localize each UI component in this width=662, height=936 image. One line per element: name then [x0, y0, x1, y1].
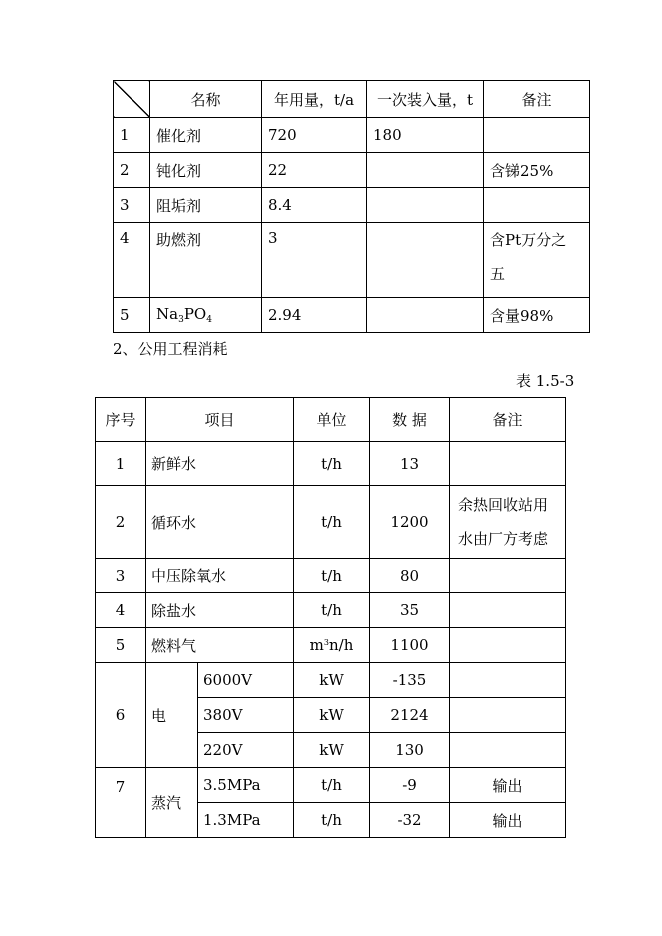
formula-po: PO	[183, 305, 207, 323]
table-row	[96, 593, 566, 628]
diagonal-header-cell	[114, 81, 150, 118]
row-name: 阻垢剂	[150, 188, 262, 223]
row-remark	[450, 442, 566, 486]
row-number: 3	[114, 188, 150, 223]
row-value: 1100	[370, 628, 450, 663]
row-item: 循环水	[146, 486, 294, 559]
table-row	[96, 663, 566, 698]
row-unit: t/h	[294, 803, 370, 838]
section-heading: 2、公用工程消耗	[113, 340, 228, 358]
row-value: 13	[370, 442, 450, 486]
table-row	[114, 153, 590, 188]
unit-tail: n/h	[328, 636, 354, 654]
row-load: 180	[367, 118, 484, 153]
row-value: 2124	[370, 698, 450, 733]
table-label: 表 1.5-3	[516, 372, 575, 390]
row-subitem: 220V	[198, 733, 294, 768]
table-row	[114, 118, 590, 153]
row-value: 80	[370, 559, 450, 593]
row-unit: t/h	[294, 442, 370, 486]
row-number: 1	[114, 118, 150, 153]
row-load	[367, 188, 484, 223]
formula-sub-3: 3	[178, 315, 184, 325]
header-initial-load: 一次装入量，t	[367, 81, 484, 118]
row-value: -9	[370, 768, 450, 803]
row-remark: 含锑25%	[484, 153, 590, 188]
row-value: 1200	[370, 486, 450, 559]
row-unit: t/h	[294, 486, 370, 559]
row-name: 助燃剂	[150, 223, 262, 298]
row-number: 7	[96, 768, 146, 838]
row-unit: t/h	[294, 593, 370, 628]
row-remark: 输出	[450, 768, 566, 803]
row-unit	[294, 628, 370, 663]
remark-line-2: 水由厂方考虑	[458, 530, 549, 548]
remark-line-1: 余热回收站用	[458, 496, 549, 514]
row-remark	[450, 733, 566, 768]
table-row	[96, 768, 566, 803]
row-remark	[450, 486, 566, 559]
row-unit: t/h	[294, 559, 370, 593]
remark-line-2: 五	[490, 265, 506, 283]
row-number: 1	[96, 442, 146, 486]
header-name: 名称	[150, 81, 262, 118]
table-row	[96, 486, 566, 559]
header-unit: 单位	[294, 398, 370, 442]
formula-na: Na	[156, 305, 179, 323]
row-unit: kW	[294, 663, 370, 698]
row-value: 130	[370, 733, 450, 768]
header-remark: 备注	[484, 81, 590, 118]
header-annual-usage: 年用量，t/a	[262, 81, 367, 118]
row-remark	[484, 223, 590, 298]
row-item: 燃料气	[146, 628, 294, 663]
row-number: 4	[114, 223, 150, 298]
remark-line-1: 含Pt万分之	[490, 231, 567, 249]
row-subitem: 380V	[198, 698, 294, 733]
row-remark	[450, 559, 566, 593]
row-number: 2	[96, 486, 146, 559]
row-item: 除盐水	[146, 593, 294, 628]
row-load	[367, 153, 484, 188]
header-remark: 备注	[450, 398, 566, 442]
table-row	[96, 559, 566, 593]
row-name: 催化剂	[150, 118, 262, 153]
row-value: 35	[370, 593, 450, 628]
row-annual: 2.94	[262, 298, 367, 333]
row-name	[150, 298, 262, 333]
row-item: 蒸汽	[146, 768, 198, 838]
row-remark: 含量98%	[484, 298, 590, 333]
utilities-table	[95, 397, 566, 838]
row-remark	[450, 593, 566, 628]
row-unit: kW	[294, 698, 370, 733]
row-annual: 22	[262, 153, 367, 188]
row-remark: 输出	[450, 803, 566, 838]
table-row	[114, 223, 590, 298]
row-number: 5	[96, 628, 146, 663]
row-remark	[484, 118, 590, 153]
table-header-row	[96, 398, 566, 442]
row-load	[367, 223, 484, 298]
row-value: -32	[370, 803, 450, 838]
row-number: 4	[96, 593, 146, 628]
row-remark	[450, 663, 566, 698]
row-remark	[450, 698, 566, 733]
row-annual: 720	[262, 118, 367, 153]
table-header-row	[114, 81, 590, 118]
formula-sub-4: 4	[206, 315, 212, 325]
table-row	[114, 188, 590, 223]
row-subitem: 3.5MPa	[198, 768, 294, 803]
row-load	[367, 298, 484, 333]
row-annual: 3	[262, 223, 367, 298]
row-item: 中压除氧水	[146, 559, 294, 593]
row-name: 钝化剂	[150, 153, 262, 188]
row-unit: kW	[294, 733, 370, 768]
row-subitem: 1.3MPa	[198, 803, 294, 838]
row-remark	[484, 188, 590, 223]
header-value: 数 据	[370, 398, 450, 442]
row-value: -135	[370, 663, 450, 698]
unit-m: m	[309, 636, 324, 654]
row-number: 6	[96, 663, 146, 768]
table-row	[96, 628, 566, 663]
row-annual: 8.4	[262, 188, 367, 223]
row-unit: t/h	[294, 768, 370, 803]
table-row	[96, 442, 566, 486]
row-remark	[450, 628, 566, 663]
row-item: 新鲜水	[146, 442, 294, 486]
row-number: 5	[114, 298, 150, 333]
row-subitem: 6000V	[198, 663, 294, 698]
row-number: 3	[96, 559, 146, 593]
row-item: 电	[146, 663, 198, 768]
table-row	[114, 298, 590, 333]
unit-sup-3: 3	[323, 638, 329, 647]
additives-table	[113, 80, 590, 333]
row-number: 2	[114, 153, 150, 188]
header-number: 序号	[96, 398, 146, 442]
header-item: 项目	[146, 398, 294, 442]
